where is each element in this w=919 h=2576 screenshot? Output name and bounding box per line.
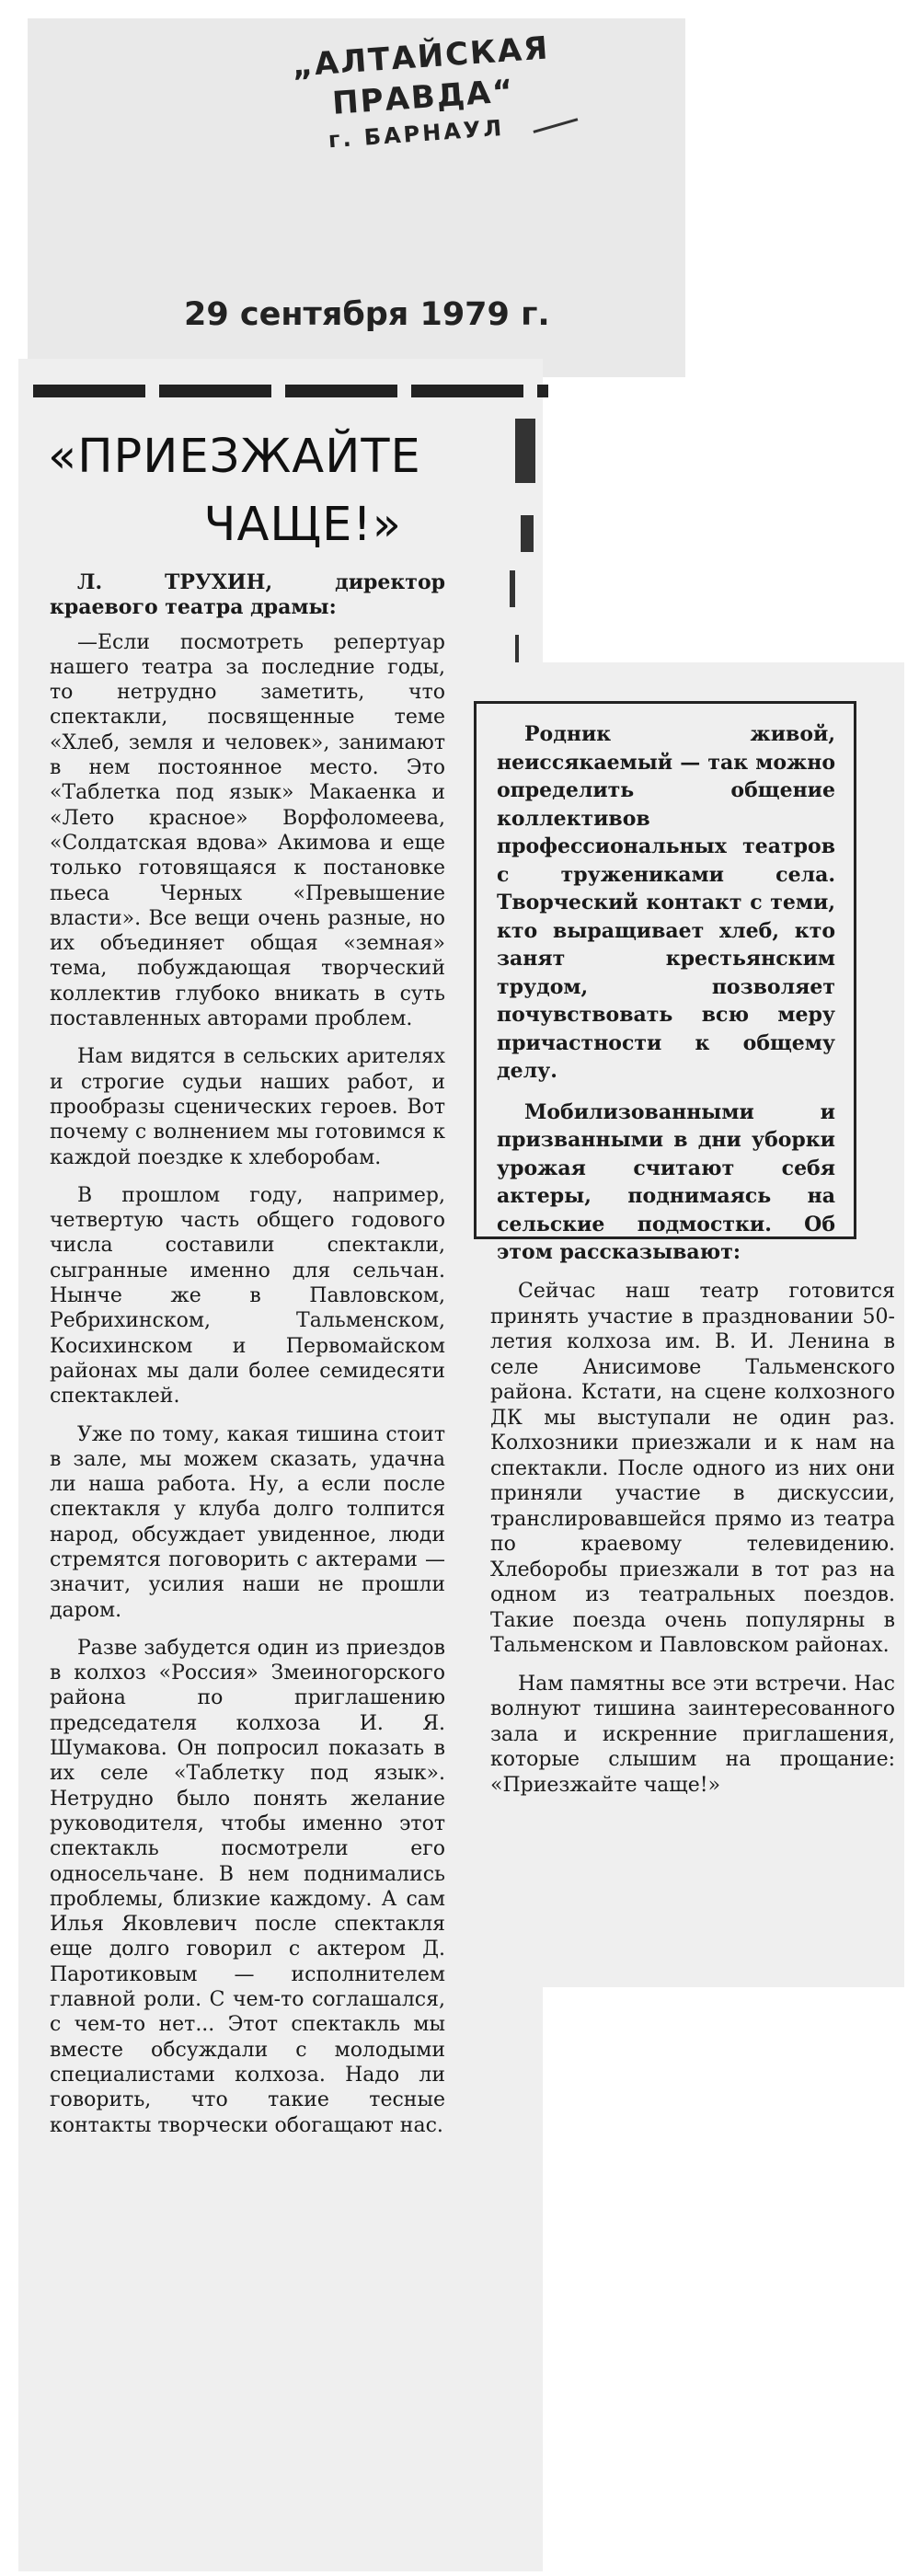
paragraph: —Если посмотреть репертуар нашего театра за последние годы, то нетрудно заметить, что спектакли, посвященные теме «Хлеб, земля и человек», занимают в нем постоянное место. Это «Таблетка под язык» Макаенка и «Лето красное» Ворфоломеева, «Солдатская вдова» Акимова и еще только готовящаяся к постановке пьеса Черных «Превышение власти». Все вещи очень разные, но их объединяет общая «земная» тема, побуждающая творческий коллектив глубоко вникать в суть поставленных авторами проблем.: [50, 630, 445, 1031]
left-text-column: [50, 570, 445, 2151]
author-byline: Л. ТРУХИН, директор краевого театра драмы:: [50, 570, 445, 620]
stamp-newspaper-name: „АЛТАЙСКАЯ ПРАВДА“: [291, 29, 551, 122]
issue-date: 29 сентября 1979 г.: [184, 296, 550, 333]
stamp-city: г. БАРНАУЛ: [327, 114, 506, 154]
paragraph: В прошлом году, например, четвертую часть общего годового числа составили спектакли, сыгранные именно для сельчан. Нынче же в Павловском, Ребрихинском, Тальменском, Косихинском и Первомайском районах мы дали более семидесяти спектаклей.: [50, 1183, 445, 1409]
neighbor-column-trace: [521, 515, 534, 552]
paragraph: Уже по тому, какая тишина стоит в зале, мы можем сказать, удачна ли наша работа. Ну, а если после спектакля у клуба долго толпится народ, обсуждает увиденное, люди стремятся поговорить с актерами — значит, усилия наши не прошли даром.: [50, 1422, 445, 1622]
dashed-rule: [33, 385, 548, 397]
neighbor-column-trace: [510, 570, 515, 607]
stamp-scratch-mark: [534, 118, 579, 133]
lead-paragraph: Мобилизованными и призванными в дни уборки урожая считают себя актеры, поднимаясь на сельские подмостки. Об этом рассказывают:: [497, 1099, 835, 1264]
paragraph: Сейчас наш театр готовится принять участие в праздновании 50-летия колхоза им. В. И. Ленина в селе Анисимове Тальменского района. Кстати, на сцене колхозного ДК мы выступали не один раз. Колхозники приезжали и к нам на спектакли. После одного из них они приняли участие в дискуссии, транслировавшейся прямо из театра по краевому телевидению. Хлеборобы приезжали в тот раз на одном из театральных поездов. Такие поезда очень популярны в Тальменском и Павловском районах.: [490, 1280, 895, 1657]
lead-paragraph: Родник живой, неиссякаемый — так можно определить общение коллективов профессиональных театров с тружениками села. Творческий контакт с теми, кто выращивает хлеб, кто занят крестьянским трудом, позволяет почувствовать всю меру причастности к общему делу.: [497, 722, 835, 1083]
article-headline: [48, 423, 421, 559]
right-text-column: [490, 1279, 895, 1811]
headline-line-2: ЧАЩЕ!»: [203, 498, 402, 552]
headline-line-1: «ПРИЕЗЖАЙТЕ: [48, 430, 421, 484]
paragraph: Разве забудется один из приездов в колхоз «Россия» Змеиногорского района по приглашению председателя колхоза И. Я. Шумакова. Он попросил показать в их селе «Таблетку под язык». Нетрудно было понять желание руководителя, чтобы именно этот спектакль посмотрели его односельчане. В нем поднимались проблемы, близкие каждому. А сам Илья Яковлевич после спектакля еще долго говорил с актером Д. Паротиковым — исполнителем главной роли. С чем-то соглашался, с чем-то нет... Этот спектакль мы вместе обсуждали с молодыми специалистами колхоза. Надо ли говорить, что такие тесные контакты творчески обогащают нас.: [50, 1636, 445, 2137]
neighbor-column-trace: [515, 419, 535, 483]
neighbor-column-trace: [515, 635, 519, 662]
paragraph: Нам памятны все эти встречи. Нас волнуют тишина заинтересованного зала и искренние приглашения, которые слышим на прощание: «Приезжайте чаще!»: [490, 1672, 895, 1797]
paragraph: Нам видятся в сельских арителях и строгие судьи наших работ, и прообразы сценических героев. Вот почему с волнением мы готовимся к каждой поездке к хлеборобам.: [50, 1045, 445, 1169]
lead-box: [474, 701, 856, 1264]
